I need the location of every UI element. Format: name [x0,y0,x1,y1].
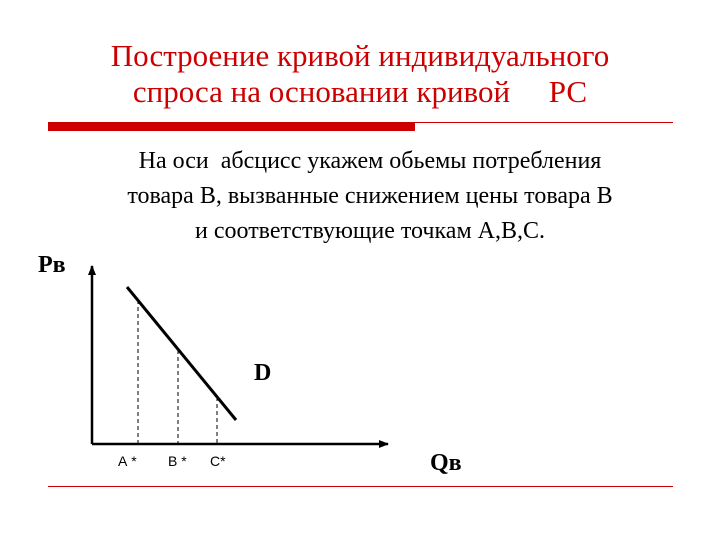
body-line-1: На оси абсцисс укажем обьемы потребления [138,148,602,174]
y-axis-label: Рв [38,252,66,278]
tick-label-c: С* [210,453,226,469]
footer-divider [48,486,673,487]
tick-label-b: В * [168,453,187,469]
curve-label: D [254,360,272,386]
title-line-2: спроса на основании кривой РС [132,74,588,109]
tick-label-a: А * [118,453,137,469]
body-line-2: товара В, вызванные снижением цены товара В [127,183,613,209]
title-line-1: Построение кривой индивидуального [110,38,610,73]
x-axis-label: Qв [430,450,462,476]
body-line-3: и соответствующие точкам А,В,С. [195,218,545,244]
demand-curve-line [127,287,236,420]
